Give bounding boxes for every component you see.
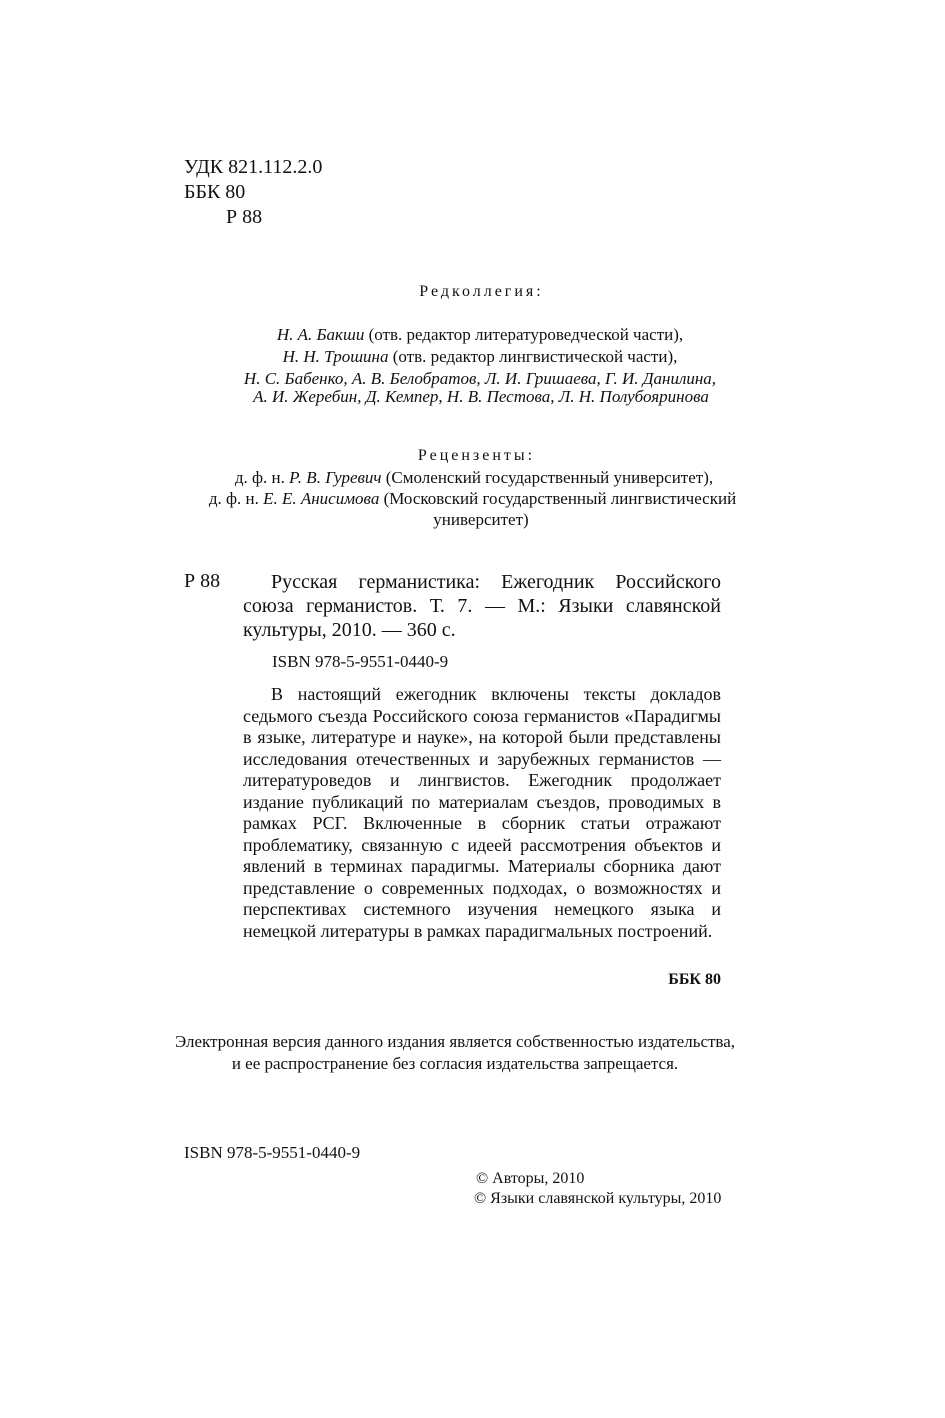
reviewer-name-1: Р. В. Гуревич	[289, 468, 382, 487]
editorial-line-4: А. И. Жеребин, Д. Кемпер, Н. В. Пестова, Л. Н. Полубояринова	[253, 387, 709, 406]
reviewer-line-2-cont: университет)	[433, 510, 529, 529]
copyright-authors: © Авторы, 2010	[476, 1170, 585, 1187]
electronic-notice-line-1: Электронная версия данного издания является собственностью издательства,	[174, 1032, 736, 1051]
reviewers-title: Рецензенты:	[417, 447, 536, 464]
reviewer-line-1	[0, 467, 945, 489]
bibliographic-description: Русская германистика: Ежегодник Российского союза германистов. Т. 7. — М.: Языки славянской культуры, 2010. — 360 с.	[243, 571, 721, 641]
record-bbk: ББК 80	[668, 971, 721, 988]
reviewer-line-2	[0, 488, 945, 510]
editor-name-1: Н. А. Бакши	[276, 325, 365, 344]
editorial-line-2	[0, 346, 945, 368]
copyright-publisher: © Языки славянской культуры, 2010	[474, 1190, 722, 1207]
electronic-notice-line-2: и ее распространение без согласия издательства запрещается.	[231, 1054, 679, 1073]
editorial-line-1	[0, 324, 945, 346]
editor-role-1: (отв. редактор литературоведческой части),	[364, 325, 684, 344]
abstract-paragraph: В настоящий ежегодник включены тексты докладов седьмого съезда Российского союза германистов «Парадигмы в языке, литературе и науке», на которой были представлены исследования отечественных и зарубежных германистов — литературоведов и лингвистов. Ежегодник продолжает издание публикаций по материалам съездов, проводимых в рамках РСГ. Включенные в сборник статьи отражают проблематику, связанную с идеей рассмотрения объектов и явлений в терминах парадигмы. Материалы сборника дают представление о современных подходах, о возможностях и перспективах системного изучения немецкого языка и немецкой литературы в рамках парадигмальных построений.	[243, 684, 721, 941]
udk-code: УДК 821.112.2.0	[184, 156, 323, 178]
record-isbn: ISBN 978-5-9551-0440-9	[272, 652, 449, 671]
editorial-line-3: Н. С. Бабенко, А. В. Белобратов, Л. И. Гришаева, Г. И. Данилина,	[243, 369, 717, 388]
reviewer-degree-2: д. ф. н.	[208, 489, 264, 508]
reviewer-org-2: (Московский государственный лингвистический	[379, 489, 737, 508]
reviewer-org-1: (Смоленский государственный университет),	[381, 468, 714, 487]
bbk-code: ББК 80	[184, 181, 246, 203]
footer-isbn: ISBN 978-5-9551-0440-9	[184, 1143, 361, 1162]
record-code: Р 88	[184, 570, 221, 592]
editorial-board-title: Редколлегия:	[419, 283, 544, 300]
reviewer-degree-1: д. ф. н.	[234, 468, 290, 487]
author-code: Р 88	[226, 206, 263, 228]
editor-role-2: (отв. редактор лингвистической части),	[388, 347, 678, 366]
reviewer-name-2: Е. Е. Анисимова	[263, 489, 380, 508]
editor-name-2: Н. Н. Трошина	[282, 347, 389, 366]
